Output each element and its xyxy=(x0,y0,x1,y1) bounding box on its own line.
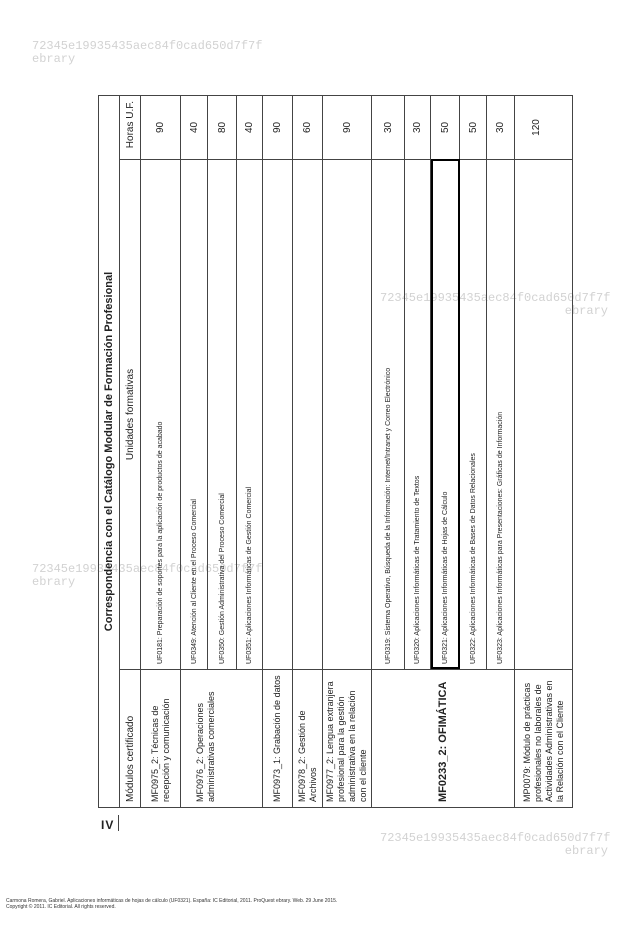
table-row xyxy=(372,95,405,807)
unit-cell xyxy=(263,160,293,670)
unit-cell: UF0323: Aplicaciones Informáticas para Presentaciones: Gráficas de Información xyxy=(487,160,515,670)
hours-cell: 30 xyxy=(487,95,515,159)
unit-cell xyxy=(293,160,323,670)
table-title-row xyxy=(99,95,120,807)
unit-cell xyxy=(515,160,573,670)
table-row xyxy=(141,95,181,807)
hours-cell: 50 xyxy=(460,95,487,159)
watermark-top-left xyxy=(32,40,262,66)
hours-cell: 50 xyxy=(431,95,460,159)
citation-line: Carmona Romera, Gabriel. Aplicaciones informáticas de hojas de cálculo (UF0321). España: IC Editorial, 2011. ProQuest ebrary. Web. 29 June 2015. xyxy=(6,898,338,904)
watermark-label: ebrary xyxy=(32,52,76,66)
unit-cell: UF0349: Atención al Cliente en el Proceso Comercial xyxy=(181,160,208,670)
hours-cell: 120 xyxy=(515,95,573,159)
watermark-bottom-right xyxy=(380,831,611,858)
unit-cell: UF0322: Aplicaciones Informáticas de Bases de Datos Relacionales xyxy=(460,160,487,670)
hours-cell: 30 xyxy=(372,95,405,159)
hours-cell: 40 xyxy=(181,95,208,159)
hours-cell: 80 xyxy=(208,95,237,159)
hours-cell: 40 xyxy=(237,95,263,159)
unit-cell: UF0350: Gestión Administrativa del Proceso Comercial xyxy=(208,160,237,670)
hours-cell: 90 xyxy=(323,95,372,159)
correspondence-table xyxy=(98,95,573,808)
hours-cell: 90 xyxy=(263,95,293,159)
module-cell: MF0233_2: OFIMÁTICA xyxy=(372,670,515,808)
module-cell: MF0976_2: Operaciones administrativas comerciales xyxy=(181,670,263,808)
table-row xyxy=(293,95,323,807)
header-units: Unidades formativas xyxy=(120,160,141,670)
unit-cell xyxy=(323,160,372,670)
unit-cell: UF0319: Sistema Operativo, Búsqueda de la Información: Internet/Intranet y Correo Electrónico xyxy=(372,160,405,670)
watermark-label: ebrary xyxy=(564,844,608,858)
hours-cell: 30 xyxy=(405,95,431,159)
module-cell: MF0973_1: Grabación de datos xyxy=(263,670,293,808)
table-row xyxy=(263,95,293,807)
watermark-hash: 72345e19935435aec84f0cad650d7f7f xyxy=(380,831,611,845)
watermark-hash: 72345e19935435aec84f0cad650d7f7f xyxy=(32,562,263,576)
header-modules: Módulos certificado xyxy=(120,670,141,808)
watermark-hash: 72345e19935435aec84f0cad650d7f7f xyxy=(32,39,263,53)
table-title: Correspondencia con el Catálogo Modular de Formación Profesional xyxy=(99,95,120,807)
citation-footer xyxy=(6,898,337,910)
page-number: IV xyxy=(101,818,115,832)
table-row xyxy=(323,95,372,807)
hours-cell: 90 xyxy=(141,95,181,159)
table-row xyxy=(181,95,208,807)
unit-cell: UF0351: Aplicaciones Informáticas de Gestión Comercial xyxy=(237,160,263,670)
unit-cell: UF0181: Preparación de soportes para la aplicación de productos de acabado xyxy=(141,160,181,670)
unit-cell-highlighted: UF0321: Aplicaciones Informáticas de Hojas de Cálculo xyxy=(431,160,460,670)
module-cell: MP0079: Módulo de prácticas profesionales no laborales de Actividades Administrativas en la Relación con el Cliente xyxy=(515,670,573,808)
module-cell: MF0977_2: Lengua extranjera profesional para la gestión administrativa en la relación con el cliente xyxy=(323,670,372,808)
watermark-label: ebrary xyxy=(32,575,76,589)
module-cell: MF0975_2: Técnicas de recepción y comunicación xyxy=(141,670,181,808)
table-header-row xyxy=(120,95,141,807)
copyright-line: Copyright © 2011. IC Editorial. All rights reserved. xyxy=(6,904,116,910)
table-row xyxy=(515,95,573,807)
hours-cell: 60 xyxy=(293,95,323,159)
module-cell: MF0978_2: Gestión de Archivos xyxy=(293,670,323,808)
page-number-divider xyxy=(118,815,119,831)
header-hours: Horas U.F. xyxy=(120,95,141,159)
watermark-label: ebrary xyxy=(564,304,608,318)
watermark-hash: 72345e19935435aec84f0cad650d7f7f xyxy=(380,291,611,305)
correspondence-table-rotated xyxy=(98,96,565,808)
unit-cell: UF0320: Aplicaciones Informáticas de Tratamiento de Textos xyxy=(405,160,431,670)
